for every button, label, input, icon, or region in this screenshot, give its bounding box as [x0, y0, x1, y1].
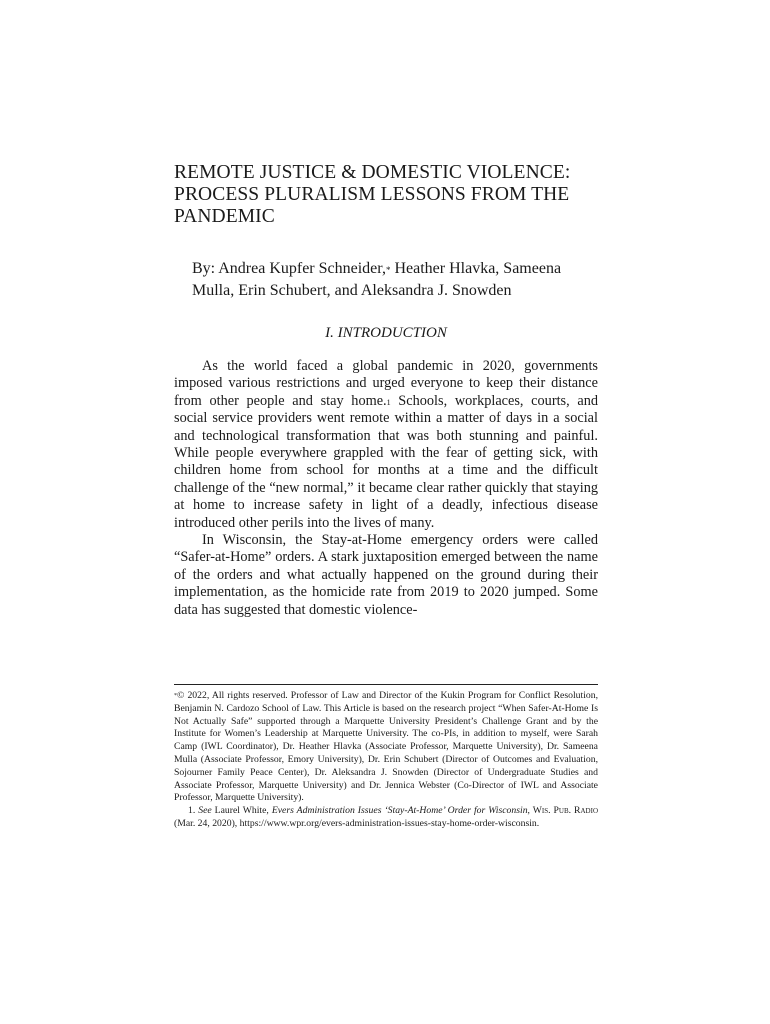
byline-line-1 [192, 258, 602, 280]
footnote-star-marker: * [174, 693, 177, 699]
footnote-number: 1. [188, 805, 196, 817]
footnote-star [174, 690, 598, 805]
byline-authors-part: By: Andrea Kupfer Schneider, [192, 260, 386, 277]
citation-author: Laurel White, [211, 805, 272, 817]
footnote-text: © 2022, All rights reserved. Professor of Law and Director of the Kukin Program for Conflict Resolution, Benjamin N. Cardozo School of Law. This Article is based on the research project “When Safer-At-Home Is Not Actually Safe” supported through a Marquette University President’s Challenge Grant and by the Institute for Women’s Leadership at Marquette University. The co-PIs, in addition to myself, were Sarah Camp (IWL Coordinator), Dr. Heather Hlavka (Associate Professor, Marquette University), Dr. Sameena Mulla (Associate Professor, Emory University), Dr. Erin Schubert (Director of Outcomes and Evaluation, Sojourner Family Peace Center), Dr. Aleksandra J. Snowden (Director of Undergraduate Studies and Associate Professor, Marquette University) and Dr. Jennica Webster (Co-Director of IWL and Associate Professor, Marquette University). [174, 690, 598, 804]
paragraph-text: As the world faced a global pandemic in 2020, governments imposed various restrictions and urged everyone to keep their distance from other people and stay home. [174, 358, 598, 409]
paragraph-2: In Wisconsin, the Stay-at-Home emergency orders were called “Safer-at-Home” orders. A stark juxtaposition emerged between the name of the orders and what actually happened on the ground during their implementation, as the homicide rate from 2019 to 2020 jumped. Some data has suggested that domestic violence- [174, 532, 598, 618]
article-title [174, 162, 598, 228]
citation-source: Wis. Pub. Radio [529, 805, 599, 817]
author-byline [192, 258, 602, 302]
byline-authors-part: Heather Hlavka, Sameena [390, 260, 562, 277]
section-heading: I. INTRODUCTION [325, 325, 447, 341]
article-title-line: PROCESS PLURALISM LESSONS FROM THE [174, 184, 570, 205]
footnote-divider [174, 684, 598, 685]
footnote-reference: 1 [386, 397, 391, 407]
body-text [174, 358, 598, 619]
paragraph-text: Schools, workplaces, courts, and social service providers went remote within a matter of days in a social and technological transformation that was both stunning and painful. While people everywhere grappled with the fear of getting sick, with children home from school for months at a time and the difficult challenge of the “new normal,” it became clear rather quickly that staying at home to increase safety in light of a deadly, infectious disease introduced other perils into the lives of many. [174, 392, 599, 531]
article-title-line: PANDEMIC [174, 206, 275, 227]
paragraph-1 [174, 358, 598, 532]
footnote-1 [174, 805, 598, 831]
citation-signal: See [198, 805, 212, 817]
document-page [174, 0, 598, 1024]
citation-punct: , [527, 805, 530, 817]
author-footnote-marker: * [385, 265, 391, 275]
citation-title: Evers Administration Issues ‘Stay-At-Home’ Order for Wisconsin [271, 805, 528, 817]
citation-rest: (Mar. 24, 2020), https://www.wpr.org/evers-administration-issues-stay-home-order-wisconsin. [174, 817, 540, 829]
byline-line-2: Mulla, Erin Schubert, and Aleksandra J. Snowden [192, 282, 512, 299]
footnotes [174, 690, 598, 831]
article-title-line: REMOTE JUSTICE & DOMESTIC VIOLENCE: [174, 162, 571, 183]
